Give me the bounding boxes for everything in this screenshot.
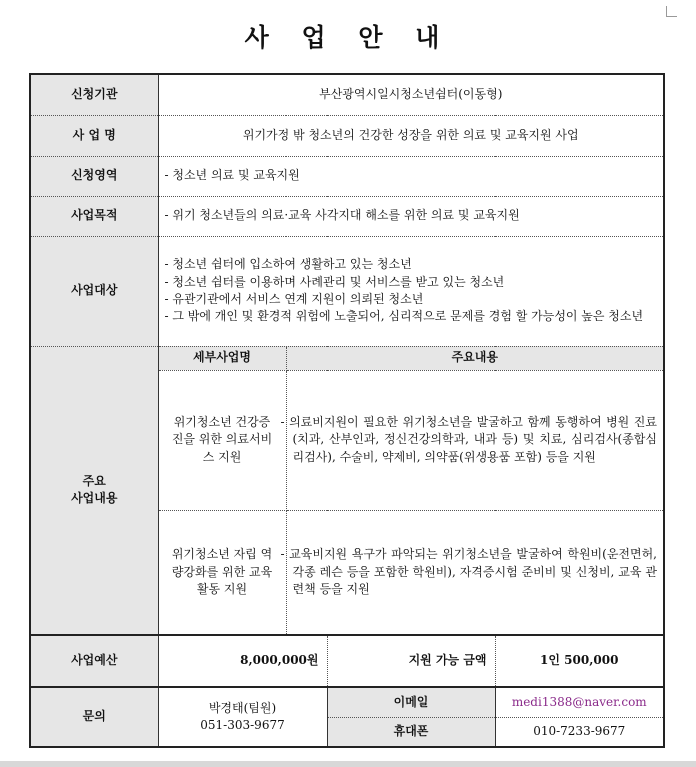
sub1-name: 위기청소년 건강증진을 위한 의료서비스 지원 [158, 370, 286, 510]
budget-label: 사업예산 [30, 635, 158, 687]
details-label-line1: 주요 [82, 473, 106, 488]
row-target [30, 236, 664, 346]
mobile-label: 휴대폰 [327, 717, 495, 747]
target-item: - 청소년 쉼터를 이용하며 사례관리 및 서비스를 받고 있는 청소년 [164, 274, 505, 289]
contact-person: 박경태(팀원) [208, 700, 277, 715]
applicant-value: 부산광역시일시청소년쉼터(이동형) [158, 74, 664, 115]
budget-amount: 8,000,000원 [158, 635, 327, 687]
mobile-value: 010-7233-9677 [495, 717, 664, 747]
purpose-value: - 위기 청소년들의 의료·교육 사각지대 해소를 위한 의료 및 교육지원 [158, 196, 664, 236]
row-contact-1 [30, 687, 664, 717]
email-label: 이메일 [327, 687, 495, 717]
contact-phone: 051-303-9677 [200, 718, 285, 732]
area-value: - 청소년 의료 및 교육지원 [158, 156, 664, 196]
row-area [30, 156, 664, 196]
project-name-label: 사 업 명 [30, 115, 158, 156]
row-project-name [30, 115, 664, 156]
details-label-line2: 사업내용 [71, 491, 118, 506]
project-info-table [29, 73, 665, 748]
page-title: 사 업 안 내 [244, 23, 452, 52]
details-col-sub: 세부사업명 [158, 346, 286, 370]
applicant-label: 신청기관 [30, 74, 158, 115]
row-budget [30, 635, 664, 687]
target-item: - 청소년 쉼터에 입소하여 생활하고 있는 청소년 [164, 257, 412, 272]
row-purpose [30, 196, 664, 236]
contact-label: 문의 [30, 687, 158, 747]
target-item: - 그 밖에 개인 및 환경적 위험에 노출되어, 심리적으로 문제를 경험 할 가능성이 높은 청소년 [164, 309, 644, 324]
target-item: - 유관기관에서 서비스 연계 지원이 의뢰된 청소년 [164, 292, 424, 306]
area-label: 신청영역 [30, 156, 158, 196]
contact-person-cell [158, 687, 327, 747]
email-value[interactable]: medi1388@naver.com [495, 687, 664, 717]
target-list [158, 236, 664, 346]
page-corner-mark [666, 6, 677, 17]
sub2-desc: - 교육비지원 욕구가 파악되는 위기청소년을 발굴하여 학원비(운전면허, 각종 레슨 등을 포함한 학원비), 자격증시험 준비비 및 신청비, 교육 관련책 등을 지원 [286, 510, 664, 635]
project-name-value: 위기가정 밖 청소년의 건강한 성장을 위한 의료 및 교육지원 사업 [158, 115, 664, 156]
sub1-desc: - 의료비지원이 필요한 위기청소년을 발굴하고 함께 동행하여 병원 진료(치과, 산부인과, 정신건강의학과, 내과 등) 및 치료, 심리검사(종합심리검사), 수술비, 약제비, 의약품(위생용품 포함) 등을 지원 [286, 370, 664, 510]
details-label [30, 346, 158, 635]
details-col-content: 주요내용 [286, 346, 664, 370]
target-label: 사업대상 [30, 236, 158, 346]
row-applicant [30, 74, 664, 115]
row-details-header [30, 346, 664, 370]
bottom-scroll-strip [0, 761, 696, 767]
support-label: 지원 가능 금액 [327, 635, 495, 687]
support-value: 1인 500,000 [495, 635, 664, 687]
purpose-label: 사업목적 [30, 196, 158, 236]
sub2-name: 위기청소년 자립 역량강화를 위한 교육활동 지원 [158, 510, 286, 635]
